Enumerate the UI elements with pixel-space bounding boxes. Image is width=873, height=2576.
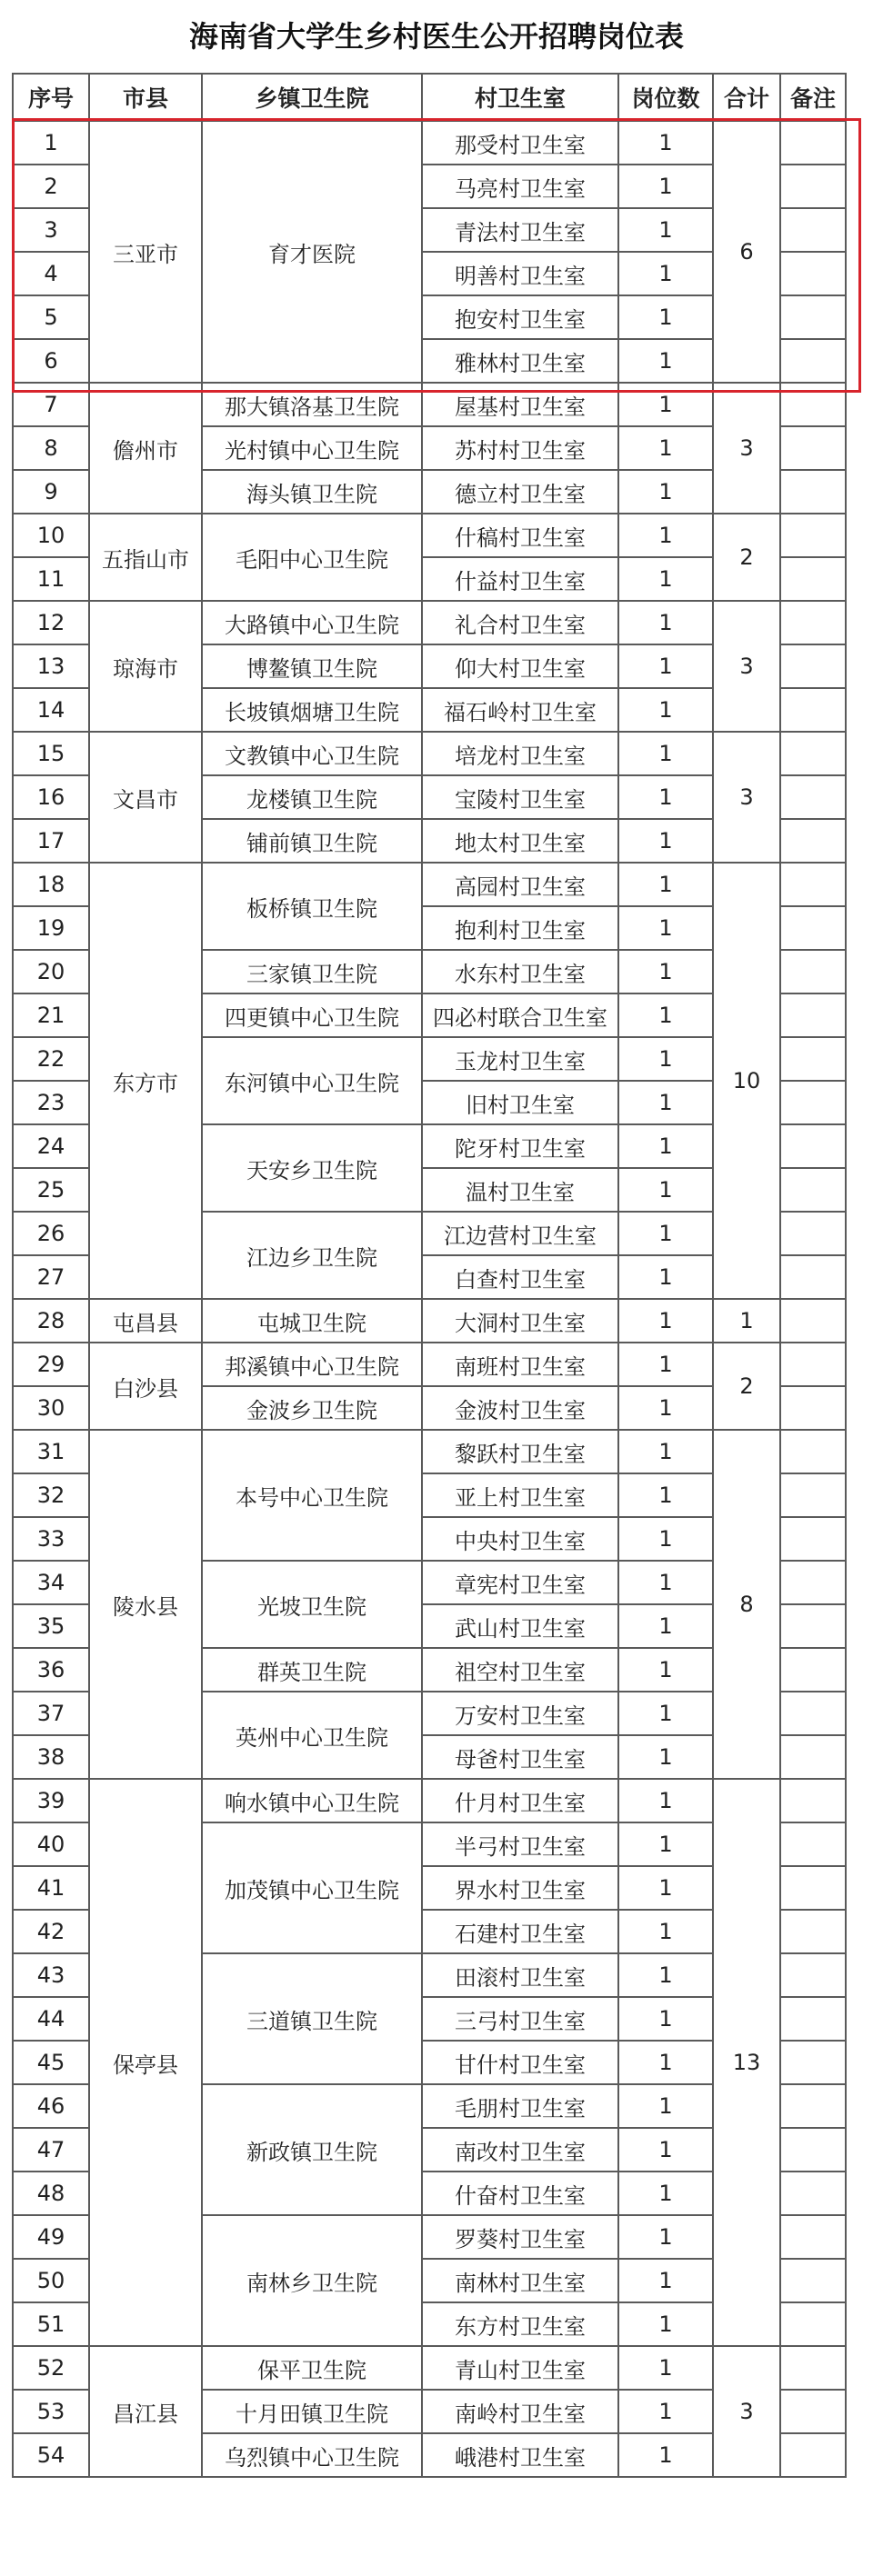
- posts-cell: 1: [618, 1386, 713, 1430]
- table-row: [13, 514, 846, 557]
- table-row: [13, 2346, 846, 2390]
- posts-cell: 1: [618, 863, 713, 906]
- posts-cell: 1: [618, 1997, 713, 2041]
- village-cell: 什稿村卫生室: [422, 514, 618, 557]
- village-cell: 南改村卫生室: [422, 2128, 618, 2172]
- row-number: 25: [13, 1168, 89, 1212]
- township-cell: 博鳌镇卫生院: [202, 644, 422, 688]
- posts-cell: 1: [618, 993, 713, 1037]
- village-cell: 玉龙村卫生室: [422, 1037, 618, 1081]
- posts-cell: 1: [618, 601, 713, 644]
- row-number: 32: [13, 1473, 89, 1517]
- posts-cell: 1: [618, 732, 713, 775]
- village-cell: 那受村卫生室: [422, 121, 618, 165]
- posts-cell: 1: [618, 1037, 713, 1081]
- village-cell: 界水村卫生室: [422, 1866, 618, 1910]
- township-cell: 那大镇洛基卫生院: [202, 383, 422, 426]
- village-cell: 金波村卫生室: [422, 1386, 618, 1430]
- remarks-cell: [780, 1735, 846, 1779]
- village-cell: 白查村卫生室: [422, 1255, 618, 1299]
- posts-cell: 1: [618, 950, 713, 993]
- row-number: 31: [13, 1430, 89, 1473]
- row-number: 8: [13, 426, 89, 470]
- township-cell: 响水镇中心卫生院: [202, 1779, 422, 1822]
- remarks-cell: [780, 1866, 846, 1910]
- village-cell: 南班村卫生室: [422, 1343, 618, 1386]
- remarks-cell: [780, 950, 846, 993]
- township-cell: 英州中心卫生院: [202, 1692, 422, 1779]
- posts-cell: 1: [618, 1735, 713, 1779]
- village-cell: 大洞村卫生室: [422, 1299, 618, 1343]
- village-cell: 毛朋村卫生室: [422, 2084, 618, 2128]
- row-number: 48: [13, 2172, 89, 2215]
- village-cell: 亚上村卫生室: [422, 1473, 618, 1517]
- village-cell: 福石岭村卫生室: [422, 688, 618, 732]
- remarks-cell: [780, 1212, 846, 1255]
- remarks-cell: [780, 1124, 846, 1168]
- posts-cell: 1: [618, 1212, 713, 1255]
- posts-cell: 1: [618, 1517, 713, 1561]
- village-cell: 东方村卫生室: [422, 2302, 618, 2346]
- township-cell: 板桥镇卫生院: [202, 863, 422, 950]
- village-cell: 什月村卫生室: [422, 1779, 618, 1822]
- remarks-cell: [780, 1692, 846, 1735]
- village-cell: 南林村卫生室: [422, 2259, 618, 2302]
- remarks-cell: [780, 383, 846, 426]
- township-cell: 长坡镇烟塘卫生院: [202, 688, 422, 732]
- township-cell: 本号中心卫生院: [202, 1430, 422, 1561]
- row-number: 46: [13, 2084, 89, 2128]
- posts-cell: 1: [618, 2433, 713, 2477]
- row-number: 16: [13, 775, 89, 819]
- posts-cell: 1: [618, 1604, 713, 1648]
- row-number: 14: [13, 688, 89, 732]
- posts-cell: 1: [618, 2041, 713, 2084]
- remarks-cell: [780, 1168, 846, 1212]
- row-number: 28: [13, 1299, 89, 1343]
- row-number: 45: [13, 2041, 89, 2084]
- remarks-cell: [780, 601, 846, 644]
- township-cell: 光坡卫生院: [202, 1561, 422, 1648]
- posts-cell: 1: [618, 688, 713, 732]
- township-cell: 南林乡卫生院: [202, 2215, 422, 2346]
- remarks-cell: [780, 863, 846, 906]
- row-number: 50: [13, 2259, 89, 2302]
- row-number: 13: [13, 644, 89, 688]
- remarks-cell: [780, 1343, 846, 1386]
- posts-cell: 1: [618, 1561, 713, 1604]
- remarks-cell: [780, 993, 846, 1037]
- posts-cell: 1: [618, 1168, 713, 1212]
- remarks-cell: [780, 2346, 846, 2390]
- village-cell: 雅林村卫生室: [422, 339, 618, 383]
- posts-cell: 1: [618, 644, 713, 688]
- village-cell: 礼合村卫生室: [422, 601, 618, 644]
- posts-cell: 1: [618, 1692, 713, 1735]
- village-cell: 明善村卫生室: [422, 252, 618, 295]
- township-cell: 光村镇中心卫生院: [202, 426, 422, 470]
- row-number: 27: [13, 1255, 89, 1299]
- posts-cell: 1: [618, 470, 713, 514]
- row-number: 11: [13, 557, 89, 601]
- village-cell: 甘什村卫生室: [422, 2041, 618, 2084]
- township-cell: 金波乡卫生院: [202, 1386, 422, 1430]
- county-cell: 白沙县: [89, 1343, 202, 1430]
- posts-cell: 1: [618, 557, 713, 601]
- recruitment-table: [12, 73, 847, 2478]
- remarks-cell: [780, 2215, 846, 2259]
- total-cell: 13: [713, 1779, 780, 2346]
- village-cell: 什奋村卫生室: [422, 2172, 618, 2215]
- row-number: 40: [13, 1822, 89, 1866]
- row-number: 24: [13, 1124, 89, 1168]
- village-cell: 章宪村卫生室: [422, 1561, 618, 1604]
- county-cell: 东方市: [89, 863, 202, 1299]
- total-cell: 1: [713, 1299, 780, 1343]
- county-cell: 保亭县: [89, 1779, 202, 2346]
- village-cell: 四必村联合卫生室: [422, 993, 618, 1037]
- village-cell: 黎跃村卫生室: [422, 1430, 618, 1473]
- posts-cell: 1: [618, 1255, 713, 1299]
- posts-cell: 1: [618, 1299, 713, 1343]
- posts-cell: 1: [618, 2172, 713, 2215]
- county-cell: 陵水县: [89, 1430, 202, 1779]
- village-cell: 武山村卫生室: [422, 1604, 618, 1648]
- row-number: 2: [13, 165, 89, 208]
- posts-cell: 1: [618, 1822, 713, 1866]
- row-number: 34: [13, 1561, 89, 1604]
- county-cell: 儋州市: [89, 383, 202, 514]
- posts-cell: 1: [618, 1910, 713, 1953]
- header-total: 合计: [713, 74, 780, 121]
- remarks-cell: [780, 1822, 846, 1866]
- posts-cell: 1: [618, 1081, 713, 1124]
- township-cell: 毛阳中心卫生院: [202, 514, 422, 601]
- village-cell: 陀牙村卫生室: [422, 1124, 618, 1168]
- posts-cell: 1: [618, 339, 713, 383]
- total-cell: 10: [713, 863, 780, 1299]
- village-cell: 抱安村卫生室: [422, 295, 618, 339]
- village-cell: 青山村卫生室: [422, 2346, 618, 2390]
- village-cell: 屋基村卫生室: [422, 383, 618, 426]
- remarks-cell: [780, 2433, 846, 2477]
- table-row: [13, 1299, 846, 1343]
- township-cell: 海头镇卫生院: [202, 470, 422, 514]
- table-row: [13, 863, 846, 906]
- row-number: 6: [13, 339, 89, 383]
- village-cell: 半弓村卫生室: [422, 1822, 618, 1866]
- village-cell: 水东村卫生室: [422, 950, 618, 993]
- page-title: 海南省大学生乡村医生公开招聘岗位表: [188, 19, 684, 54]
- posts-cell: 1: [618, 252, 713, 295]
- village-cell: 青法村卫生室: [422, 208, 618, 252]
- row-number: 4: [13, 252, 89, 295]
- township-cell: 江边乡卫生院: [202, 1212, 422, 1299]
- row-number: 42: [13, 1910, 89, 1953]
- posts-cell: 1: [618, 2346, 713, 2390]
- table-row: [13, 1779, 846, 1822]
- row-number: 33: [13, 1517, 89, 1561]
- row-number: 18: [13, 863, 89, 906]
- village-cell: 高园村卫生室: [422, 863, 618, 906]
- remarks-cell: [780, 2259, 846, 2302]
- remarks-cell: [780, 2041, 846, 2084]
- total-cell: 2: [713, 1343, 780, 1430]
- posts-cell: 1: [618, 2215, 713, 2259]
- village-cell: 抱利村卫生室: [422, 906, 618, 950]
- village-cell: 什益村卫生室: [422, 557, 618, 601]
- posts-cell: 1: [618, 1124, 713, 1168]
- row-number: 15: [13, 732, 89, 775]
- header-township: 乡镇卫生院: [202, 74, 422, 121]
- remarks-cell: [780, 208, 846, 252]
- row-number: 21: [13, 993, 89, 1037]
- village-cell: 母爸村卫生室: [422, 1735, 618, 1779]
- table-row: [13, 601, 846, 644]
- header-posts: 岗位数: [618, 74, 713, 121]
- total-cell: 3: [713, 2346, 780, 2477]
- row-number: 37: [13, 1692, 89, 1735]
- township-cell: 保平卫生院: [202, 2346, 422, 2390]
- village-cell: 旧村卫生室: [422, 1081, 618, 1124]
- remarks-cell: [780, 1953, 846, 1997]
- remarks-cell: [780, 906, 846, 950]
- remarks-cell: [780, 165, 846, 208]
- header-row: [13, 74, 846, 121]
- township-cell: 屯城卫生院: [202, 1299, 422, 1343]
- posts-cell: 1: [618, 2084, 713, 2128]
- row-number: 22: [13, 1037, 89, 1081]
- posts-cell: 1: [618, 2128, 713, 2172]
- posts-cell: 1: [618, 426, 713, 470]
- posts-cell: 1: [618, 775, 713, 819]
- village-cell: 江边营村卫生室: [422, 1212, 618, 1255]
- township-cell: 新政镇卫生院: [202, 2084, 422, 2215]
- row-number: 3: [13, 208, 89, 252]
- village-cell: 祖空村卫生室: [422, 1648, 618, 1692]
- county-cell: 屯昌县: [89, 1299, 202, 1343]
- remarks-cell: [780, 1997, 846, 2041]
- township-cell: 文教镇中心卫生院: [202, 732, 422, 775]
- header-village: 村卫生室: [422, 74, 618, 121]
- remarks-cell: [780, 2172, 846, 2215]
- remarks-cell: [780, 1037, 846, 1081]
- village-cell: 峨港村卫生室: [422, 2433, 618, 2477]
- township-cell: 育才医院: [202, 121, 422, 383]
- township-cell: 东河镇中心卫生院: [202, 1037, 422, 1124]
- remarks-cell: [780, 2302, 846, 2346]
- posts-cell: 1: [618, 1430, 713, 1473]
- row-number: 19: [13, 906, 89, 950]
- total-cell: 2: [713, 514, 780, 601]
- remarks-cell: [780, 1517, 846, 1561]
- row-number: 17: [13, 819, 89, 863]
- posts-cell: 1: [618, 2390, 713, 2433]
- table-row: [13, 383, 846, 426]
- village-cell: 田滚村卫生室: [422, 1953, 618, 1997]
- village-cell: 仰大村卫生室: [422, 644, 618, 688]
- township-cell: 群英卫生院: [202, 1648, 422, 1692]
- total-cell: 6: [713, 121, 780, 383]
- posts-cell: 1: [618, 2302, 713, 2346]
- remarks-cell: [780, 732, 846, 775]
- township-cell: 乌烈镇中心卫生院: [202, 2433, 422, 2477]
- remarks-cell: [780, 819, 846, 863]
- remarks-cell: [780, 426, 846, 470]
- row-number: 43: [13, 1953, 89, 1997]
- township-cell: 铺前镇卫生院: [202, 819, 422, 863]
- table-body: [13, 121, 846, 2477]
- row-number: 10: [13, 514, 89, 557]
- remarks-cell: [780, 1779, 846, 1822]
- row-number: 7: [13, 383, 89, 426]
- village-cell: 万安村卫生室: [422, 1692, 618, 1735]
- remarks-cell: [780, 1604, 846, 1648]
- row-number: 29: [13, 1343, 89, 1386]
- remarks-cell: [780, 2084, 846, 2128]
- remarks-cell: [780, 1561, 846, 1604]
- township-cell: 三家镇卫生院: [202, 950, 422, 993]
- township-cell: 龙楼镇卫生院: [202, 775, 422, 819]
- posts-cell: 1: [618, 1648, 713, 1692]
- row-number: 1: [13, 121, 89, 165]
- remarks-cell: [780, 1386, 846, 1430]
- remarks-cell: [780, 295, 846, 339]
- village-cell: 中央村卫生室: [422, 1517, 618, 1561]
- row-number: 47: [13, 2128, 89, 2172]
- village-cell: 苏村村卫生室: [422, 426, 618, 470]
- row-number: 39: [13, 1779, 89, 1822]
- posts-cell: 1: [618, 1779, 713, 1822]
- remarks-cell: [780, 775, 846, 819]
- remarks-cell: [780, 644, 846, 688]
- county-cell: 昌江县: [89, 2346, 202, 2477]
- remarks-cell: [780, 688, 846, 732]
- total-cell: 3: [713, 383, 780, 514]
- header-remarks: 备注: [780, 74, 846, 121]
- county-cell: 三亚市: [89, 121, 202, 383]
- row-number: 36: [13, 1648, 89, 1692]
- village-cell: 南岭村卫生室: [422, 2390, 618, 2433]
- county-cell: 文昌市: [89, 732, 202, 863]
- posts-cell: 1: [618, 514, 713, 557]
- county-cell: 琼海市: [89, 601, 202, 732]
- posts-cell: 1: [618, 295, 713, 339]
- row-number: 23: [13, 1081, 89, 1124]
- remarks-cell: [780, 1910, 846, 1953]
- posts-cell: 1: [618, 819, 713, 863]
- remarks-cell: [780, 2128, 846, 2172]
- table-row: [13, 121, 846, 165]
- row-number: 35: [13, 1604, 89, 1648]
- posts-cell: 1: [618, 1343, 713, 1386]
- township-cell: 加茂镇中心卫生院: [202, 1822, 422, 1953]
- row-number: 26: [13, 1212, 89, 1255]
- village-cell: 培龙村卫生室: [422, 732, 618, 775]
- row-number: 9: [13, 470, 89, 514]
- posts-cell: 1: [618, 208, 713, 252]
- remarks-cell: [780, 1473, 846, 1517]
- posts-cell: 1: [618, 906, 713, 950]
- total-cell: 8: [713, 1430, 780, 1779]
- total-cell: 3: [713, 601, 780, 732]
- village-cell: 宝陵村卫生室: [422, 775, 618, 819]
- header-no: 序号: [13, 74, 89, 121]
- row-number: 38: [13, 1735, 89, 1779]
- village-cell: 马亮村卫生室: [422, 165, 618, 208]
- remarks-cell: [780, 1255, 846, 1299]
- remarks-cell: [780, 252, 846, 295]
- row-number: 30: [13, 1386, 89, 1430]
- village-cell: 石建村卫生室: [422, 1910, 618, 1953]
- posts-cell: 1: [618, 1473, 713, 1517]
- row-number: 20: [13, 950, 89, 993]
- posts-cell: 1: [618, 2259, 713, 2302]
- table-row: [13, 1430, 846, 1473]
- village-cell: 温村卫生室: [422, 1168, 618, 1212]
- township-cell: 邦溪镇中心卫生院: [202, 1343, 422, 1386]
- posts-cell: 1: [618, 1953, 713, 1997]
- row-number: 44: [13, 1997, 89, 2041]
- row-number: 49: [13, 2215, 89, 2259]
- posts-cell: 1: [618, 165, 713, 208]
- remarks-cell: [780, 339, 846, 383]
- posts-cell: 1: [618, 1866, 713, 1910]
- remarks-cell: [780, 121, 846, 165]
- remarks-cell: [780, 470, 846, 514]
- header-county: 市县: [89, 74, 202, 121]
- total-cell: 3: [713, 732, 780, 863]
- township-cell: 十月田镇卫生院: [202, 2390, 422, 2433]
- village-cell: 罗葵村卫生室: [422, 2215, 618, 2259]
- township-cell: 四更镇中心卫生院: [202, 993, 422, 1037]
- village-cell: 三弓村卫生室: [422, 1997, 618, 2041]
- row-number: 51: [13, 2302, 89, 2346]
- table-row: [13, 1343, 846, 1386]
- row-number: 53: [13, 2390, 89, 2433]
- row-number: 54: [13, 2433, 89, 2477]
- row-number: 5: [13, 295, 89, 339]
- remarks-cell: [780, 557, 846, 601]
- township-cell: 三道镇卫生院: [202, 1953, 422, 2084]
- row-number: 41: [13, 1866, 89, 1910]
- remarks-cell: [780, 1299, 846, 1343]
- row-number: 12: [13, 601, 89, 644]
- township-cell: 大路镇中心卫生院: [202, 601, 422, 644]
- table-row: [13, 732, 846, 775]
- remarks-cell: [780, 1430, 846, 1473]
- remarks-cell: [780, 1648, 846, 1692]
- posts-cell: 1: [618, 121, 713, 165]
- remarks-cell: [780, 1081, 846, 1124]
- township-cell: 天安乡卫生院: [202, 1124, 422, 1212]
- remarks-cell: [780, 2390, 846, 2433]
- row-number: 52: [13, 2346, 89, 2390]
- village-cell: 地太村卫生室: [422, 819, 618, 863]
- posts-cell: 1: [618, 383, 713, 426]
- county-cell: 五指山市: [89, 514, 202, 601]
- remarks-cell: [780, 514, 846, 557]
- village-cell: 德立村卫生室: [422, 470, 618, 514]
